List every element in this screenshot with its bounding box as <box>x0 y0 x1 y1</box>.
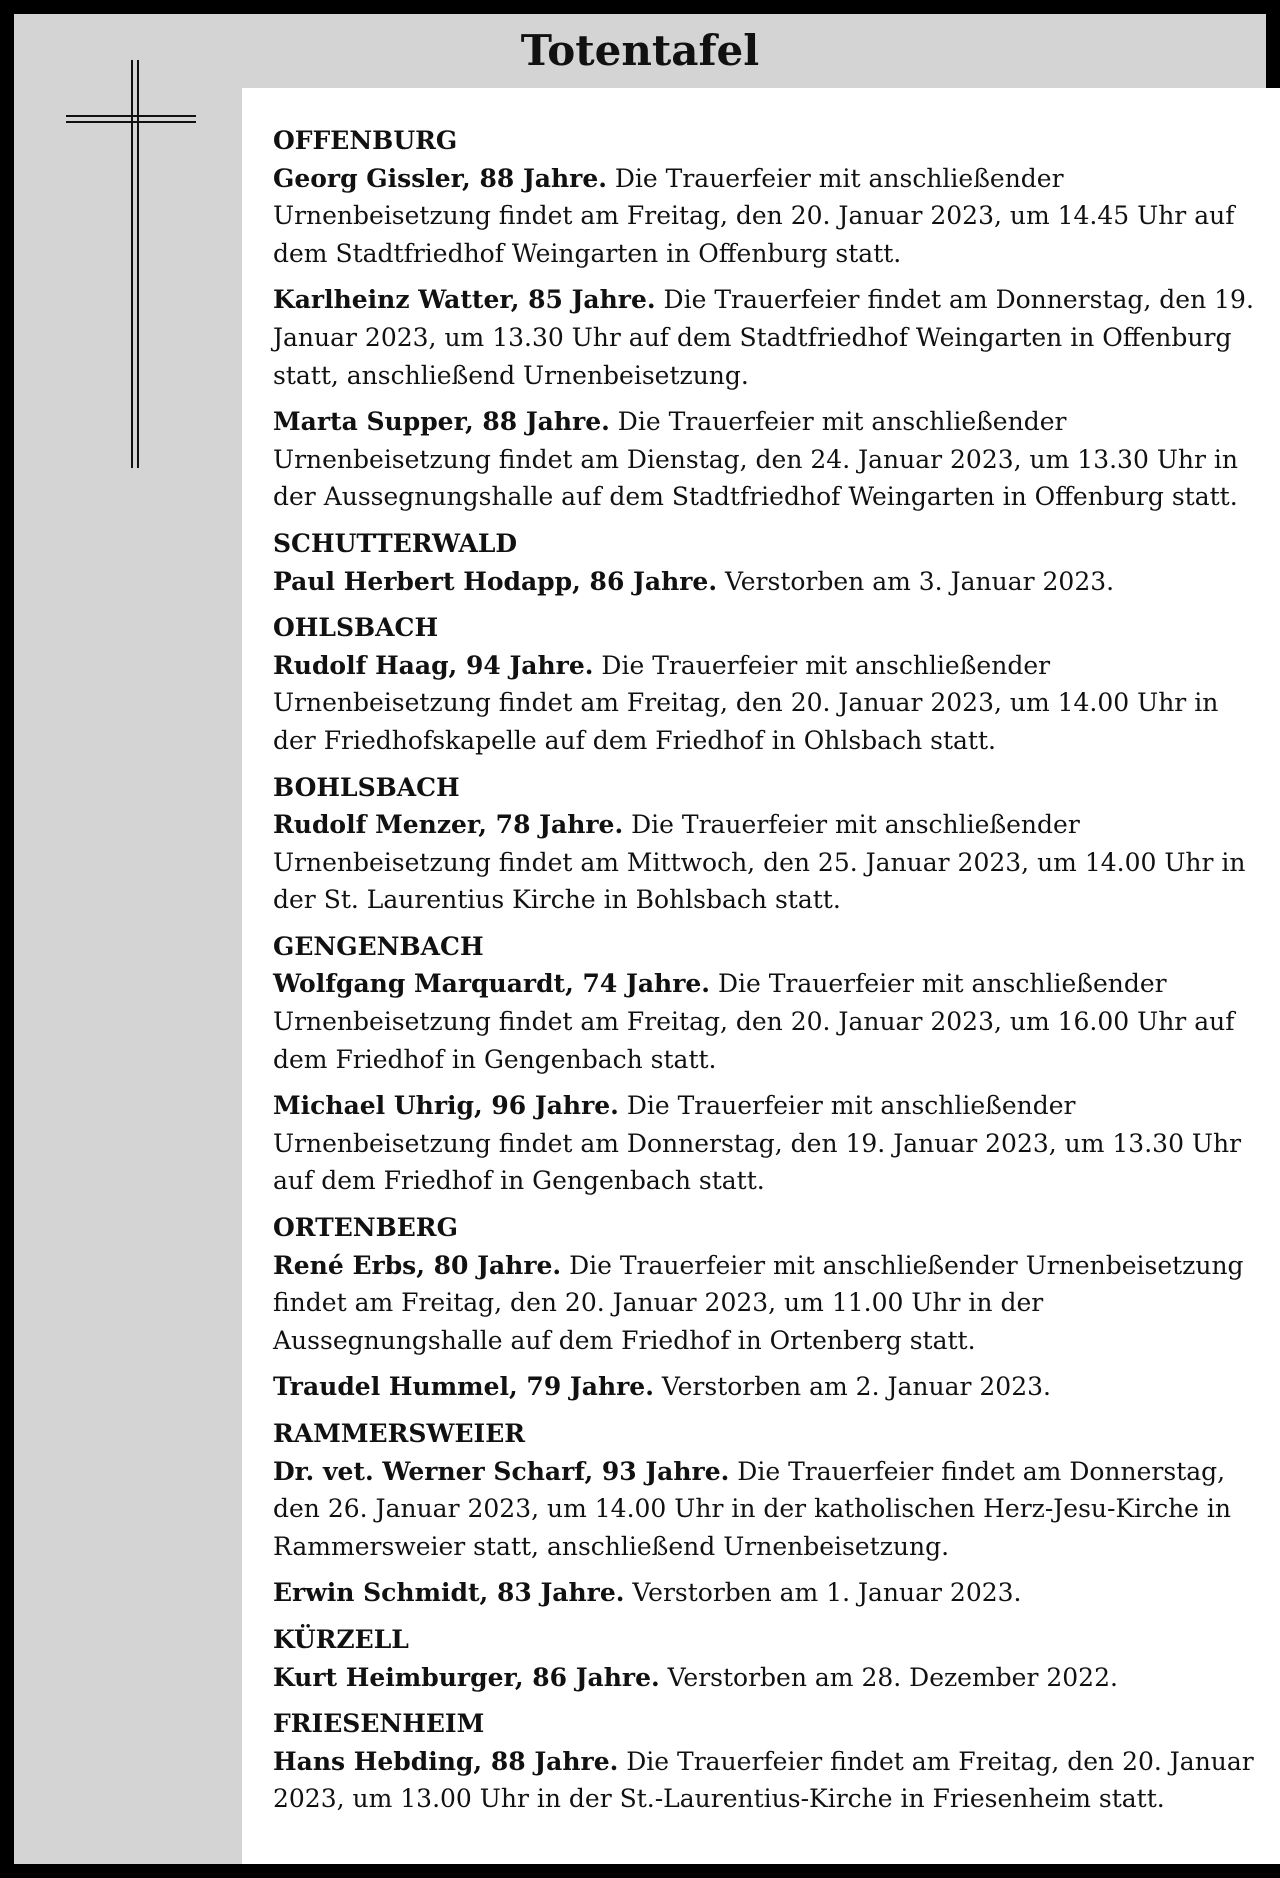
obituary-text: Die Trauerfeier mit anschließender Urnenbeisetzung findet am Freitag, den 20. Januar 2023, um 14.45 Uhr auf dem Stadtfriedhof Weingarten in Offenburg statt. <box>273 163 1235 268</box>
obituary-entry <box>273 1453 1264 1566</box>
deceased-name: Michael Uhrig, 96 Jahre. <box>273 1091 619 1121</box>
place-heading: BOHLSBACH <box>273 772 460 802</box>
place-section <box>273 1621 1264 1696</box>
deceased-name: Georg Gissler, 88 Jahre. <box>273 163 607 193</box>
place-heading: FRIESENHEIM <box>273 1709 485 1739</box>
obituary-text: Verstorben am 28. Dezember 2022. <box>667 1662 1118 1692</box>
obituary-entry <box>273 403 1264 516</box>
obituary-entry <box>273 563 1264 601</box>
place-heading: OFFENBURG <box>273 126 458 155</box>
place-heading: RAMMERSWEIER <box>273 1419 526 1448</box>
place-section <box>273 1415 1264 1612</box>
page-title: Totentafel <box>520 26 760 75</box>
deceased-name: Marta Supper, 88 Jahre. <box>273 407 610 437</box>
place-heading: KÜRZELL <box>273 1624 409 1654</box>
obituary-entry <box>273 160 1264 273</box>
obituary-text: Die Trauerfeier mit anschließender Urnenbeisetzung findet am Freitag, den 20. Januar 2023, um 16.00 Uhr auf dem Friedhof in Gengenbach statt. <box>273 969 1235 1074</box>
obituary-notice <box>14 14 1266 1864</box>
deceased-name: Paul Herbert Hodapp, 86 Jahre. <box>273 566 718 596</box>
obituary-text: Verstorben am 3. Januar 2023. <box>724 566 1115 596</box>
place-heading: GENGENBACH <box>273 931 484 961</box>
obituary-entry <box>273 1247 1264 1360</box>
place-section <box>273 525 1264 600</box>
deceased-name: Hans Hebding, 88 Jahre. <box>273 1746 619 1776</box>
deceased-name: Kurt Heimburger, 86 Jahre. <box>273 1662 660 1692</box>
obituary-text: Verstorben am 2. Januar 2023. <box>661 1372 1051 1402</box>
obituary-text: Die Trauerfeier findet am Donnerstag, den 26. Januar 2023, um 14.00 Uhr in der katholischen Herz-Jesu-Kirche in Rammersweier statt, anschließend Urnenbeisetzung. <box>273 1456 1232 1561</box>
obituary-list <box>242 88 1280 1864</box>
place-section <box>273 928 1264 1200</box>
obituary-entry <box>273 965 1264 1078</box>
obituary-text: Die Trauerfeier mit anschließender Urnenbeisetzung findet am Freitag, den 20. Januar 2023, um 14.00 Uhr in der Friedhofskapelle auf dem Friedhof in Ohlsbach statt. <box>273 650 1219 755</box>
obituary-entry <box>273 281 1264 394</box>
deceased-name: René Erbs, 80 Jahre. <box>273 1250 562 1280</box>
place-section <box>273 609 1264 759</box>
obituary-text: Die Trauerfeier mit anschließender Urnenbeisetzung findet am Dienstag, den 24. Januar 2023, um 13.30 Uhr in der Aussegnungshalle auf dem Stadtfriedhof Weingarten in Offenburg statt. <box>273 407 1238 512</box>
deceased-name: Wolfgang Marquardt, 74 Jahre. <box>273 969 710 999</box>
place-heading: ORTENBERG <box>273 1213 458 1243</box>
obituary-entry <box>273 1574 1264 1612</box>
deceased-name: Rudolf Menzer, 78 Jahre. <box>273 810 624 840</box>
deceased-name: Karlheinz Watter, 85 Jahre. <box>273 285 656 315</box>
obituary-entry <box>273 647 1264 760</box>
place-section <box>273 1705 1264 1818</box>
deceased-name: Traudel Hummel, 79 Jahre. <box>273 1372 654 1402</box>
obituary-entry <box>273 1659 1264 1697</box>
obituary-text: Die Trauerfeier mit anschließender Urnenbeisetzung findet am Mittwoch, den 25. Januar 2023, um 14.00 Uhr in der St. Laurentius Kirche in Bohlsbach statt. <box>273 810 1246 915</box>
deceased-name: Rudolf Haag, 94 Jahre. <box>273 650 594 680</box>
obituary-text: Verstorben am 1. Januar 2023. <box>632 1578 1022 1608</box>
place-section <box>273 122 1264 516</box>
place-section <box>273 1209 1264 1406</box>
place-heading: OHLSBACH <box>273 613 439 643</box>
obituary-entry <box>273 1368 1264 1406</box>
obituary-entry <box>273 806 1264 919</box>
obituary-text: Die Trauerfeier mit anschließender Urnenbeisetzung findet am Freitag, den 20. Januar 2023, um 11.00 Uhr in der Aussegnungshalle auf dem Friedhof in Ortenberg statt. <box>273 1250 1244 1355</box>
deceased-name: Dr. vet. Werner Scharf, 93 Jahre. <box>273 1456 730 1486</box>
obituary-text: Die Trauerfeier findet am Freitag, den 20. Januar 2023, um 13.00 Uhr in der St.-Laurentius-Kirche in Friesenheim statt. <box>273 1746 1254 1814</box>
cross-icon <box>66 50 196 470</box>
obituary-text: Die Trauerfeier findet am Donnerstag, den 19. Januar 2023, um 13.30 Uhr auf dem Stadtfriedhof Weingarten in Offenburg statt, anschließend Urnenbeisetzung. <box>273 285 1254 390</box>
place-section <box>273 769 1264 919</box>
place-heading: SCHUTTERWALD <box>273 528 518 558</box>
obituary-text: Die Trauerfeier mit anschließender Urnenbeisetzung findet am Donnerstag, den 19. Januar 2023, um 13.30 Uhr auf dem Friedhof in Gengenbach statt. <box>273 1091 1242 1196</box>
obituary-entry <box>273 1743 1264 1818</box>
deceased-name: Erwin Schmidt, 83 Jahre. <box>273 1578 625 1608</box>
obituary-entry <box>273 1087 1264 1200</box>
